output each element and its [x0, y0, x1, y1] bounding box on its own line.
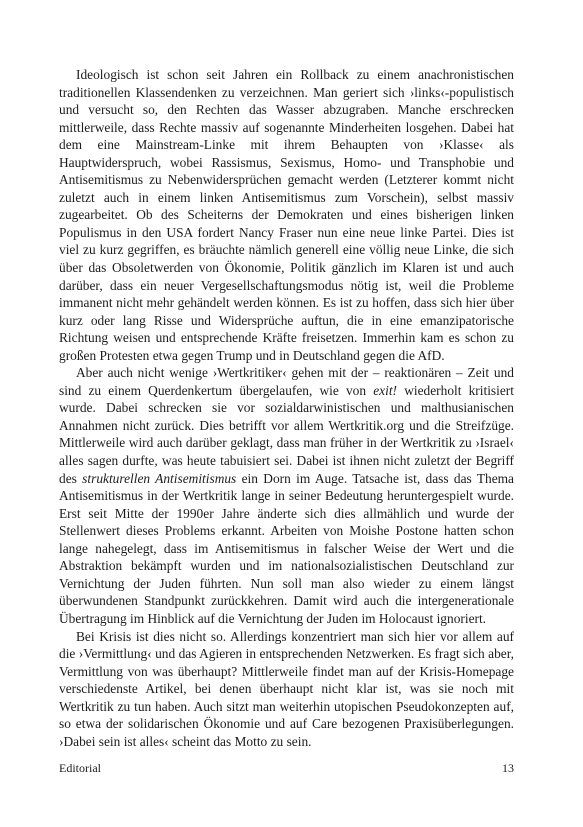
italic-emphasis: exit! [373, 382, 398, 398]
paragraph-text: Aber auch nicht wenige ›Wertkritiker‹ gehen mit der – reaktionären – Zeit und sind zu einem Querdenkertum übergelaufen, wie von [59, 365, 514, 398]
paragraph-text: ein Dorn im Auge. Tatsache ist, dass das Thema Antisemitismus in der Wertkritik lange in seiner Bedeutung heruntergespielt wurde. Erst seit Mitte der 1990er Jahre änderte sich dies allmählich und wurde der Stellenwert dieses Problems erkannt. Arbeiten von Moishe Postone hatten schon lange nahegelegt, dass im Antisemitismus in falscher Weise der Wert und die Abstraktion bekämpft wurden und im nationalsozialistischen Deutschland zur Vernichtung der Juden führten. Nun soll man also wieder zu einem längst überwundenen Standpunkt zurückkehren. Damit wird auch die intergenerationale Übertragung im Hinblick auf die Vernichtung der Juden im Holocaust ignoriert. [59, 470, 514, 626]
paragraph-text: Bei Krisis ist dies nicht so. Allerdings konzentriert man sich hier vor allem auf die ›Vermittlung‹ und das Agieren in entsprechenden Netzwerken. Es fragt sich aber, Vermittlung von was überhaupt? Mittlerweile findet man auf der Krisis-Homepage verschiedenste Artikel, bei denen überhaupt nicht klar ist, was sie noch mit Wertkritik zu tun haben. Auch sitzt man weiterhin utopischen Pseudokonzepten auf, so etwa der solidarischen Ökonomie und auf Care bezogenen Praxisüberlegungen. ›Dabei sein ist alles‹ scheint das Motto zu sein. [59, 628, 514, 749]
paragraph [59, 66, 514, 364]
paragraph [59, 628, 514, 751]
running-footer-title: Editorial [59, 761, 101, 775]
paragraph-text: Ideologisch ist schon seit Jahren ein Rollback zu einem anachronistischen traditionellen Klassendenken zu verzeichnen. Man geriert sich ›links‹-populistisch und versucht so, den Rechten das Wasser abzugraben. Manche erschrecken mittlerweile, dass Rechte massiv auf sogenannte Minderheiten losgehen. Dabei hat dem eine Mainstream-Linke mit ihrem Behaupten von ›Klasse‹ als Hauptwiderspruch, wobei Rassismus, Sexismus, Homo- und Transphobie und Antisemitismus zu Nebenwidersprüchen gemacht werden (Letzterer kommt nicht zuletzt auch in einem linken Antisemitismus zum Vorschein), selbst massiv zugearbeitet. Ob des Scheiterns der Demokraten und eines bisherigen linken Populismus in den USA fordert Nancy Fraser nun eine neue linke Partei. Dies ist viel zu kurz gegriffen, es bräuchte nämlich generell eine völlig neue Linke, die sich über das Obsoletwerden von Ökonomie, Politik gänzlich im Klaren ist und auch darüber, dass ein neuer Vergesellschaftungsmodus nötig ist, weil die Probleme immanent nicht mehr gehändelt werden können. Es ist zu hoffen, dass sich hier über kurz oder lang Risse und Widersprüche auftun, die in eine emanzipatorische Richtung weisen und entsprechende Kräfte freisetzen. Immerhin kam es schon zu großen Protesten etwa gegen Trump und in Deutschland gegen die AfD. [59, 67, 514, 363]
paragraph [59, 364, 514, 627]
paragraph-text: wiederholt kritisiert wurde. Dabei schrecken sie vor sozialdarwinistischen und malthusianischen Annahmen nicht zurück. Dies betrifft vor allem Wertkritik.org und die Streifzüge. Mittlerweile wird auch darüber geklagt, dass man früher in der Wertkritik zu ›Israel‹ alles sagen durfte, was heute tabuisiert sei. Dabei ist ihnen nicht zuletzt der Begriff des [59, 382, 514, 486]
body-text [59, 66, 514, 750]
page-number: 13 [502, 761, 514, 775]
italic-emphasis: strukturellen Antisemitismus [82, 470, 237, 486]
